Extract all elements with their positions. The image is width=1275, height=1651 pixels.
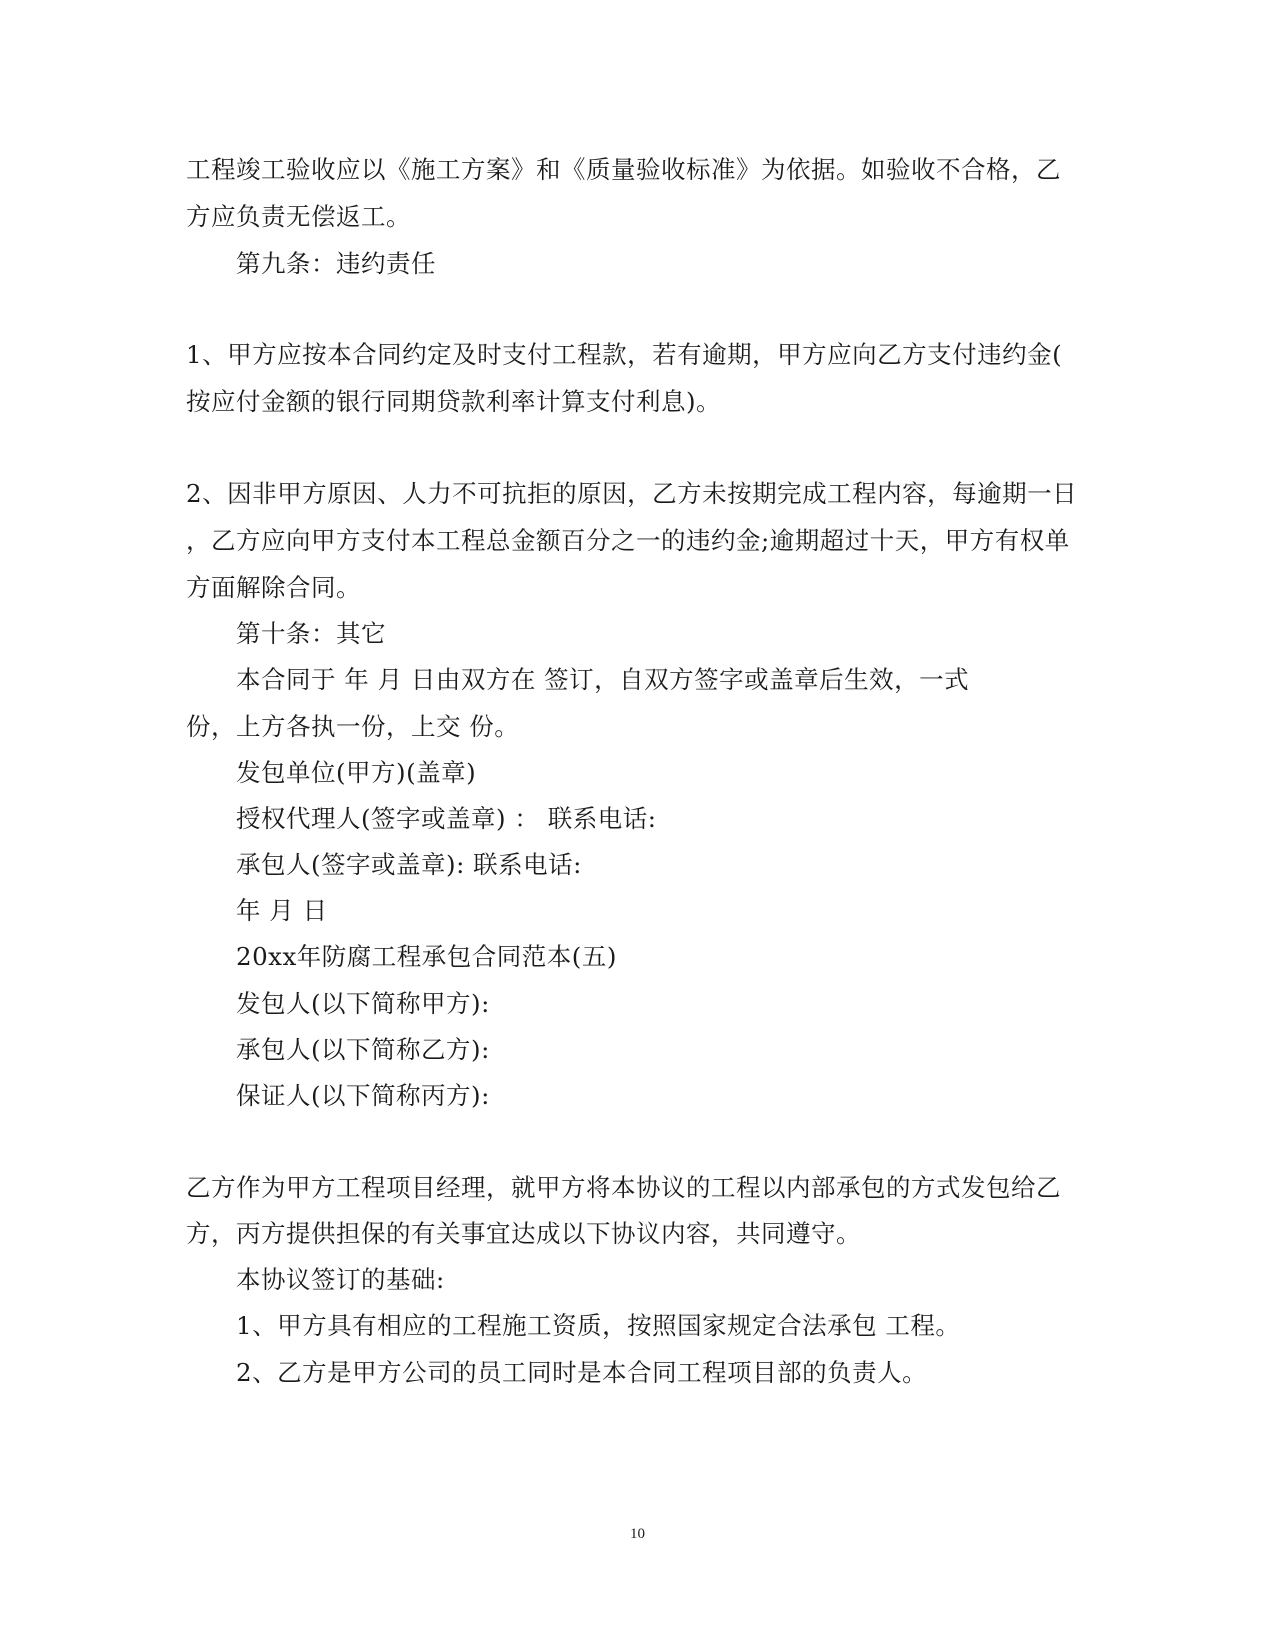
text-line: 按应付金额的银行同期贷款利率计算支付利息)。: [186, 387, 722, 416]
contract-title: 20xx年防腐工程承包合同范本(五): [236, 942, 617, 971]
text-line: 工程竣工验收应以《施工方案》和《质量验收标准》为依据。如验收不合格，乙: [186, 155, 1061, 184]
text-line: 本合同于 年 月 日由双方在 签订，自双方签字或盖章后生效，一式: [236, 665, 970, 694]
party-line: 发包人(以下简称甲方):: [236, 989, 490, 1018]
text-line: 份，上方各执一份，上交 份。: [186, 712, 520, 741]
text-line: 方面解除合同。: [186, 573, 361, 602]
text-line: 2、乙方是甲方公司的员工同时是本合同工程项目部的负责人。: [236, 1358, 928, 1387]
party-line: 保证人(以下简称丙方):: [236, 1081, 490, 1110]
signature-line: 发包单位(甲方)(盖章): [236, 758, 477, 787]
text-line: ，乙方应向甲方支付本工程总金额百分之一的违约金;逾期超过十天，甲方有权单: [186, 526, 1070, 555]
text-line: 方应负责无偿返工。: [186, 202, 411, 231]
text-line: 1、甲方应按本合同约定及时支付工程款，若有逾期，甲方应向乙方支付违约金(: [186, 340, 1063, 369]
text-line: 本协议签订的基础:: [236, 1265, 445, 1294]
article-heading: 第十条：其它: [236, 619, 386, 648]
text-line: 乙方作为甲方工程项目经理，就甲方将本协议的工程以内部承包的方式发包给乙: [186, 1173, 1061, 1202]
page-number: 10: [630, 1526, 645, 1542]
date-line: 年 月 日: [236, 896, 328, 925]
party-line: 承包人(以下简称乙方):: [236, 1035, 490, 1064]
signature-line: 承包人(签字或盖章): 联系电话:: [236, 850, 582, 879]
text-line: 1、甲方具有相应的工程施工资质，按照国家规定合法承包 工程。: [236, 1311, 961, 1340]
signature-line: 授权代理人(签字或盖章) ： 联系电话:: [236, 804, 657, 833]
text-line: 2、因非甲方原因、人力不可抗拒的原因，乙方未按期完成工程内容，每逾期一日: [186, 479, 1078, 508]
article-heading: 第九条：违约责任: [236, 249, 436, 278]
text-line: 方，丙方提供担保的有关事宜达成以下协议内容，共同遵守。: [186, 1219, 861, 1248]
